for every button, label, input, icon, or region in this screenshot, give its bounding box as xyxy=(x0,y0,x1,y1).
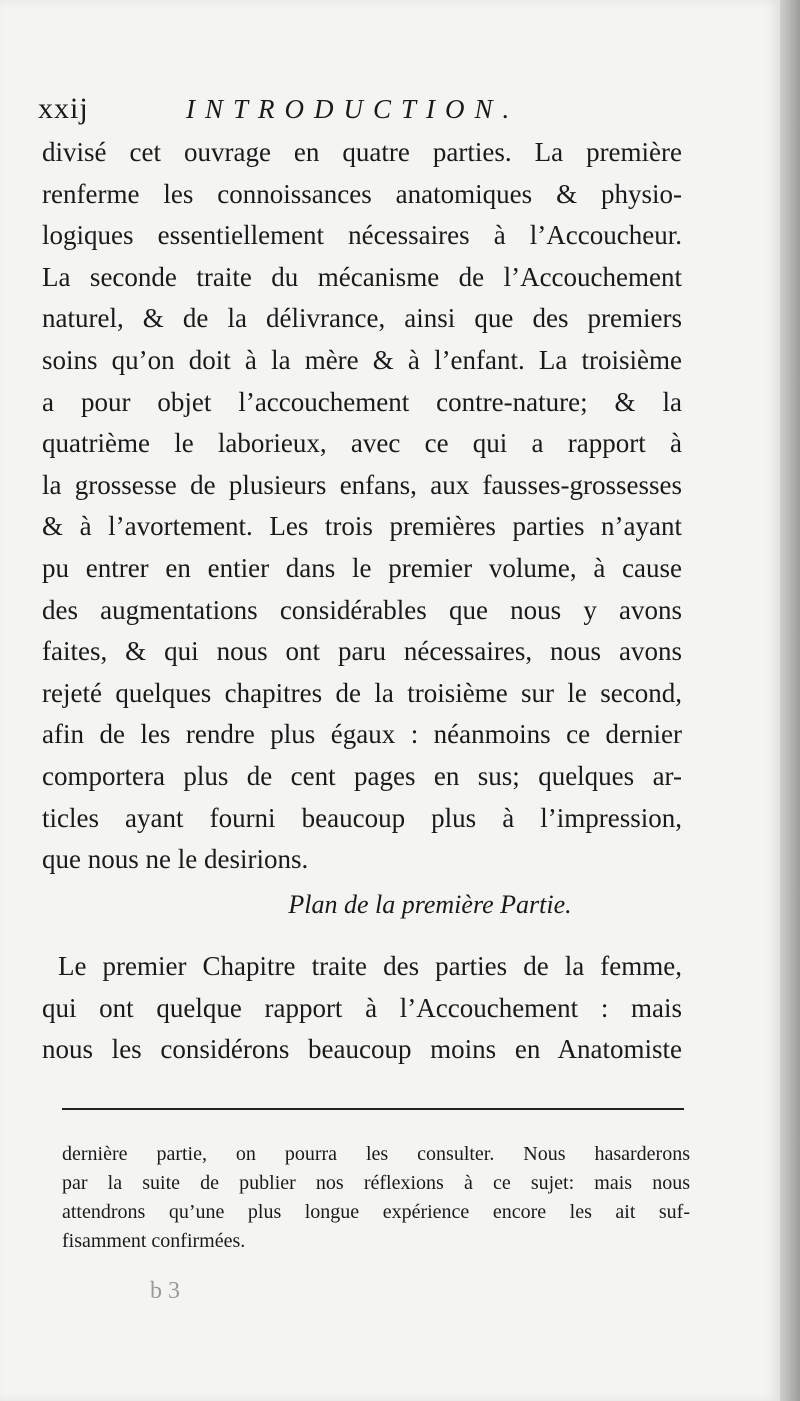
text-line: logiques essentiellement nécessaires à l’Accoucheur. xyxy=(42,220,682,251)
section-heading: Plan de la première Partie. xyxy=(288,890,572,919)
text-line: faites, & qui nous ont paru nécessaires, nous avons xyxy=(42,636,682,667)
footnote-line: fisamment confirmées. xyxy=(62,1230,246,1252)
text-line: qui ont quelque rapport à l’Accouchement : mais xyxy=(42,992,682,1023)
section-text xyxy=(42,946,682,1071)
text-line: La seconde traite du mécanisme de l’Accouchement xyxy=(42,261,682,292)
footnote-rule xyxy=(62,1108,684,1110)
text-line: afin de les rendre plus égaux : néanmoins ce dernier xyxy=(42,719,682,750)
text-line: ticles ayant fourni beaucoup plus à l’impression, xyxy=(42,802,682,833)
text-line: que nous ne le desirions. xyxy=(42,844,309,875)
text-line: rejeté quelques chapitres de la troisième sur le second, xyxy=(42,677,682,708)
footnote xyxy=(62,1140,690,1256)
text-line: quatrième le laborieux, avec ce qui a rapport à xyxy=(42,428,682,459)
text-line: soins qu’on doit à la mère & à l’enfant. La troisième xyxy=(42,344,682,375)
page-edge xyxy=(780,0,800,1401)
text-line: divisé cet ouvrage en quatre parties. La première xyxy=(42,137,682,167)
text-line: pu entrer en entier dans le premier volume, à cause xyxy=(42,552,682,583)
text-line: la grossesse de plusieurs enfans, aux fausses-grossesses xyxy=(42,469,682,500)
text-line: Le premier Chapitre traite des parties de la femme, xyxy=(58,951,682,981)
signature-mark: b 3 xyxy=(150,1278,180,1304)
text-line: comportera plus de cent pages en sus; quelques ar- xyxy=(42,760,682,791)
text-line: naturel, & de la délivrance, ainsi que des premiers xyxy=(42,303,682,334)
page-number: xxij xyxy=(38,92,89,125)
footnote-line: dernière partie, on pourra les consulter. Nous hasarderons xyxy=(62,1143,690,1165)
text-line: a pour objet l’accouchement contre-nature; & la xyxy=(42,386,682,417)
footnote-line: attendrons qu’une plus longue expérience encore les ait suf- xyxy=(62,1201,690,1223)
running-title: INTRODUCTION. xyxy=(186,94,520,124)
text-line: renferme les connoissances anatomiques & physio- xyxy=(42,178,682,209)
footnote-line: par la suite de publier nos réflexions à ce sujet: mais nous xyxy=(62,1172,690,1194)
page-header xyxy=(38,92,678,132)
text-line: nous les considérons beaucoup moins en Anatomiste xyxy=(42,1034,682,1065)
text-line: des augmentations considérables que nous y avons xyxy=(42,594,682,625)
body-text xyxy=(42,132,682,881)
text-line: & à l’avortement. Les trois premières parties n’ayant xyxy=(42,511,682,542)
